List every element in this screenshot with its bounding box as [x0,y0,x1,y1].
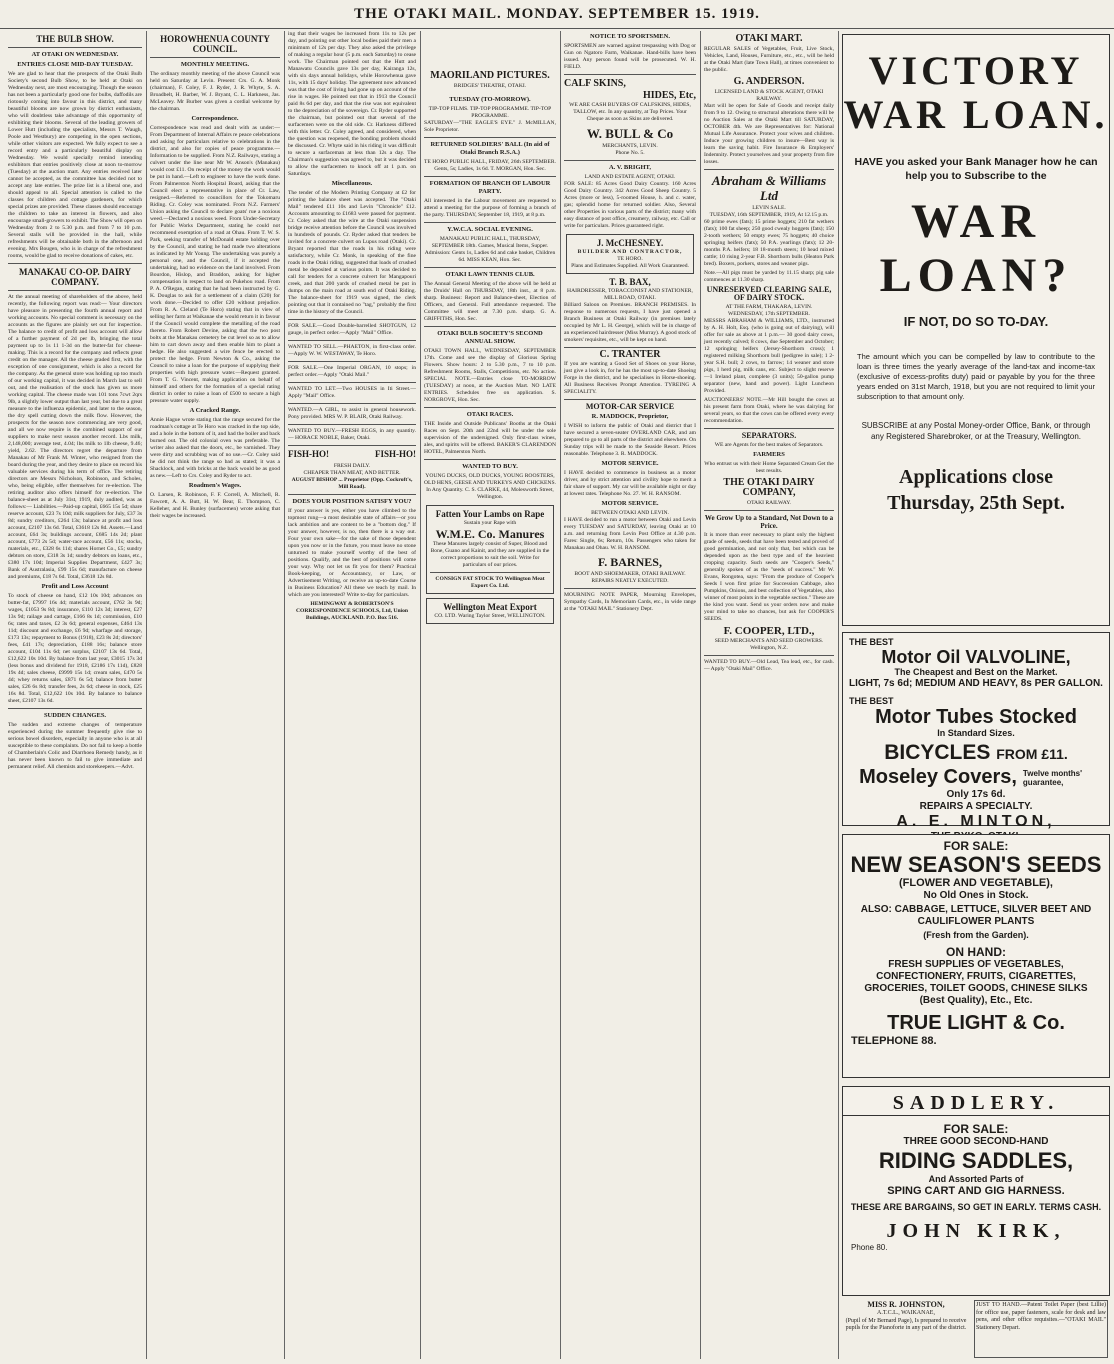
fish-proprietor: AUGUST BISHOP ... Proprietor (Opp. Cockroft's, Mill Road). [291,477,413,490]
aw-list: 60 prime ewes (fats); 15 prime hoggets; 210 fat wethers (fats); 100 fat sheep; 250 good cwealy hoggets (fats); 150 2-tooth wethers; 50 empty ewes; 75 hoggets; 40 choice springing heifers (fats); 50 P.A. yearlings (fats); 12 20-months P.A. heifers; 18 18-month steers; 10 head mixed cattle; 10 rising 2-year F.B. Shorthorn bulls (Heaton Park bred). Boxers, porkers, stores and weaner pigs. [704,219,834,267]
grow-heading: We Grow Up to a Standard, Not Down to a Price. [704,514,834,530]
mcchesney-heading: J. McCHESNEY. [596,238,664,248]
tubes-best: THE BEST [849,696,894,706]
lambs-body: These Manures largely consist of Super, Blood and Bone, Guano and Kainit, and they are supplied in the correct proportions to suit the soil. Write for particulars of our prices. [430,541,550,568]
riding-heading: RIDING SADDLES, [878,1148,1074,1173]
consign-line: CONSIGN FAT STOCK TO Wellington Meat Export Co. Ltd. [435,576,545,589]
farmers-body: Who entrust us with their Home Separated Cream Get the best results. [704,461,834,474]
bull-heading: W. BULL & Co [586,126,674,141]
pictures-saturday: SATURDAY—"THE EAGLE'S EYE." J. McMILLAN, Sole Proprietor. [424,120,556,133]
have-you-asked: HAVE you asked your Bank Manager how he can help you to Subscribe to the [854,156,1098,182]
position-heading: DOES YOUR POSITION SATISFY YOU? [292,498,412,505]
ywca-body: MANAKAU PUBLIC HALL, THURSDAY, SEPTEMBER 18th. Games, Musical Items, Supper. Admission: Gents 1s, Ladies 6d and cake basket, Children 6d. MISS KEAN, Hon. Sec. [424,236,556,263]
moseley-price: Only 17s 6d. [946,789,1006,800]
unreserved-date: WEDNESDAY, 17th SEPTEMBER. [727,311,811,317]
valvoline-sub: The Cheapest and Best on the Market. [894,667,1058,677]
column-rule [838,31,839,1359]
bright-body: FOR SALE: 85 Acres Good Dairy Country. 160 Acres Good Dairy Country. 342 Acres Good Sheep Country. 5 Acres (more or less), 5-roomed House, h. and c. water, gas; splendid home for returned soldier. Also, Several other Properties in various parts of the district; many with easy distance of post office, creamery, railway, etc. Call or write for particulars. Prices guaranteed right. [564,181,696,229]
wanted-to-buy-heading: WANTED TO BUY. [462,463,518,470]
subscribe-body: SUBSCRIBE at any Postal Money-order Office, Bank, or through any Registered Sharebroker, or at the Treasury, Wellington. [861,421,1091,441]
bax-heading: T. B. BAX, [609,277,651,287]
roadmen-wages-article: O. Larsen, R. Robinson, F. F. Correll, A. Mitchell, R. Fawcett, A. A. Butt, H. W. Bear, E. Thompson, C. Kelleher, and H. Bunley (surfacemen) wrote asking that their wages be increased. [150,492,280,519]
saddlery-ad [842,1086,1110,1296]
races-heading: OTAKI RACES. [466,411,514,418]
farmers-heading: FARMERS [753,451,785,458]
motor-service-body: I HAVE decided to commence in business as a motor driver, and by strict attention and civility hope to merit a fair share of support. My car will be available night or day at lowest rates. Telephone No. 27. W. H. RANSOM. [564,470,696,497]
unreserved-place: AT THE FARM, THAKARA, LEVIN. [725,304,813,310]
cooper-subheading: SEED MERCHANTS AND SEED GROWERS. Wellington, N.Z. [714,638,824,651]
seeds-heading: NEW SEASON'S SEEDS [850,852,1102,877]
valvoline-price: LIGHT, 7s 6d; MEDIUM AND HEAVY, 8s PER GALLON. [849,678,1103,689]
cracked-range-subheading: A Cracked Range. [189,407,241,414]
council-correspondence: Correspondence was read and dealt with as under:— From Department of Internal Affairs re peace celebrations and asking for particulars relative to celebrations in the district, and also for copies of peace programme.—Information to be supplied. From N.Z. Railways, stating a culvert under the line near Mr W. Anson's (Manakau) would cost £11. On receipt of the money the work would be put in hand.—Left to engineer to have the work done. From Palmerston North Hospital Board, asking that the Council elect a representative in place of Cr. Law, resigned.—Referred to councillors for the Tokomaru Riding. Cr. Coley was nominated. From N.Z. Farmers' Union asking the Council to declare goats' rue a noxious weed.—Declared a noxious weed. From Under-Secretary for Public Works Department, stating he could not recommend exemption of a road at Ohau. From T. W. S. Park, seeking transfer of McDonald estate holding over by the Council, and stating he had made two alterations as indicated by Mr Young. The undertaking was purely a personal one, and the Council, if it accepted the undertaking, had no evidence on the land involved. From Bourdon, Hislop, and Braddon, asking for higher compensation in respect to land on Pukehou road. From P. A. O'Regan, stating that he had been instructed by G. K. Douglas to ask for a settlement of a claim (£20) for work done.—Decided to offer £20 without prejudice. From R. A. Cleland (Te Horo) stating that in view of selling her farm at Waikanae she would return it in favour if the Council would complete the metalling of the road thereto. From Robert Devine, asking that the two post bolts at the Manakau cemetery be cut level so as to allow him to cart down away and then enable him to plant a hedge. He also suggested a wire fence be erected to protect the hedge. From Newton & Co., asking the Council to raise a loan for the purpose of supplying their properties with high pressure water.—Request granted. From T. G. Vincent, making application on behalf of himself and others for the formation of a special rating district in order to raise a loan of £500 to secure a high pressure water supply. [150,125,280,404]
applications-date: Thursday, 25th Sept. [887,492,1065,514]
classified-ad: WANTED TO BUY.—FRESH EGGS, in any quantity. — HORACE NOBLE, Baker, Otaki. [288,428,416,441]
column-6 [704,31,834,1359]
column-3 [288,31,416,1359]
moseley-guarantee: Twelve months' guarantee, [1022,768,1083,787]
profit-loss-heading: Profit and Loss Account [41,583,109,590]
lambs-brand: W.M.E. Co. Manures [435,527,545,541]
monthly-meeting-subheading: MONTHLY MEETING. [180,61,250,68]
motor-car-proprietor: R. MADDOCK, Proprietor, [591,413,669,420]
column-rule [560,31,561,1359]
war-loan-ad [842,34,1110,626]
profit-loss-article: To stock of cheese on hand, £12 10s 10d; advances on butter-fat, £7997 16s 4d; materials account, £762 3s 9d; wages, £1053 9s 8d; insurance, £110 12s 3d; interest, £27 13s 9d; railage and cartage, £166 8s 1d; commission, £10 6s; rates and taxes, £2 3s 6d; general expenses, £464 13s 11d; discount and exchange, £6 9d; wharfage and storage, £173 13s; repayment to Bonus (1918), £23 8s 2d; directors' fees, £41 17s; depreciation, £188 16s; balance store account, £104 11s 6d; net surplus, £2107 13s 6d. Total, £12,622 10s 10d. By balance from last year, £3015 17s 3d (less bonus and dividend for 1918, £2186 17s 11d), £828 19s 4d; sales cheese, £9999 15s 1d; cream sales, £470 5s 4d; whey returns sales, £871 6s 5d; balance from butter sales, £26 6s 8d; transfer fees, 2s 6d; cheese in stock, £25 16s 8d. Total, £12,622 10s 10d. By balance to balance sheet, £2107 13s 6d. [8,593,142,704]
seeds-for-sale: FOR SALE: [943,839,1009,853]
lambs-subheading: Sustain your Rape with [463,520,517,526]
bulb-society-body: OTAKI TOWN HALL, WEDNESDAY, SEPTEMBER 17th. Come and see the display of Glorious Spring Flowers. Show hours: 2 to 5.30 p.m., 7 to 10 p.m. Refreshment Rooms, Stalls, Competitions, etc. No action. SPECIAL NOTE.—Entries close TO-MORROW (TUESDAY) at noon, at the Auction Mart. NO LATE ENTRIES. Schedules free on application. S. NORGROVE, Hon. Sec. [424,348,556,403]
wellington-heading: Wellington Meat Export [443,602,537,612]
aw-note: Note.—All pigs must be yarded by 11.15 sharp; pig sale commences at 11.30 sharp. [704,270,834,283]
abraham-williams-heading: Abraham & Williams Ltd [711,173,827,203]
moseley-row [843,766,1109,789]
motor-service-2-heading: MOTOR SERVICE. [601,500,659,507]
unreserved-body: MESSRS ABRAHAM & WILLIAMS, LTD., instructed by A. H. Holt, Esq. (who is going out of dairying), will offer for sale as above at 1 p.m.— 30 good dairy cows, just recently calved; 8 cows, due September and October; 12 springing heifers (Jersey-Shorthorn cross); 1 registered milking Shorthorn bull (pedigree in sale); 1 2-year S.H. bull; 2 cows, to farrow; 14 weaner and store pigs, 1 herd pig, milk cans, etc. Subject to slight reserve—1 Ireland plant, complete (3 units); 50-gallon pump separator (new, hand and power). Light Luncheon Provided. [704,318,834,394]
just-to-hand-notice: JUST TO HAND.—Patent Toilet Paper (best Lillie) for office use, paper fasteners, scale for desk and law pens, and other office requisites.—"OTAKI MAIL" Stationery Depart. [974,1300,1108,1358]
sudden-changes-heading: SUDDEN CHANGES. [43,712,107,719]
tennis-heading: OTAKI LAWN TENNIS CLUB. [445,271,535,278]
wellington-meat-ad [426,598,554,624]
sportsmen-body: SPORTSMEN are warned against trespassing with Dog or Gun on Ngatoro Farm, Waikanae. Hand-bills have been issued. Any person found will be prosecuted. W. H. FIELD. [564,43,696,70]
ball-heading: RETURNED SOLDIERS' BALL (In aid of Otaki Branch R.S.A.) [430,141,550,156]
ball-body: TE HORO PUBLIC HALL, FRIDAY, 26th SEPTEMBER. Gents, 5s; Ladies, 1s 6d. T. MORGAN, Hon. Sec. [424,159,556,172]
valvoline-heading: Motor Oil VALVOLINE, [881,647,1071,667]
separators-heading: SEPARATORS. [741,431,797,440]
on-hand: ON HAND: [946,945,1006,959]
moseley-heading: Moseley Covers, [859,766,1017,788]
calf-skins-heading: CALF SKINS, [564,78,626,89]
column-2 [150,31,280,1359]
lambs-heading: Fatten Your Lambs on Rape [435,509,545,519]
unreserved-heading: UNRESERVED CLEARING SALE, OF DAIRY STOCK. [706,285,832,302]
mcchesney-subheading: BUILDER AND CONTRACTOR, [577,249,683,255]
mcchesney-place: TE HORO. [617,256,643,262]
hides-heading: HIDES, Etc, [642,90,696,101]
mourning-notice: MOURNING NOTE PAPER, Mourning Envelopes, Sympathy Cards, In Memoriam Cards, etc., in wide range at the "OTAKI MAIL" Stationery Dept. [564,592,696,612]
bulb-show-subheading-2: ENTRIES CLOSE MID-DAY TUESDAY. [17,61,133,68]
minton-ad [842,632,1110,830]
miscellaneous-subheading: Miscellaneous. [331,180,373,187]
otaki-dairy-heading: THE OTAKI DAIRY COMPANY, [723,477,815,498]
bulb-show-subheading: AT OTAKI ON WEDNESDAY. [31,51,119,58]
classified-ad: FOR SALE.—Good Double-barrelled SHOTGUN, 12 gauge, in perfect order.—Apply "Mail" Office. [288,323,416,336]
fish-cheaper: CHEAPER THAN MEAT, AND BETTER. [303,470,401,476]
tubes-sub: In Standard Sizes. [937,728,1015,738]
mcchesney-ad [566,234,694,274]
otaki-dairy-subheading: OTAKI RAILWAY. [747,500,791,506]
victory-heading: VICTORY [868,48,1084,93]
riding-bargains: THESE ARE BARGAINS, SO GET IN EARLY. TERMS CASH. [850,1202,1102,1212]
fish-ho-right: FISH-HO! [374,449,416,459]
otaki-mart-body: REGULAR SALES of Vegetables, Fruit, Live Stock, Vehicles, Land, Houses, Furniture, etc., etc., will be held at the Otaki Mart (late Town Hall), at times convenient to the public. [704,46,834,73]
bulb-society-heading: OTAKI BULB SOCIETY'S SECOND ANNUAL SHOW. [437,330,543,345]
bicycles-label: BICYCLES [884,741,991,764]
column-rule [284,31,285,1359]
correspondence-subheading: Correspondence. [191,115,239,122]
column-1 [8,31,142,1359]
position-ad-body: If your answer is yes, either you have climbed to the topmost rung—a most desirable state of affairs—or you lack ambition and are content to be a "bottom dog." If your answer, however, is no, then there is a way out. Four your own sake—for the sake of those dependent upon you now or in the future, you must leave no stone unturned to make yourself worthy of the best of positions. Qualify, and the best of positions will come your way. Why not let us fit you for them? Practical Book-keeping, or Accountancy, or Law, or Advertisement Writing, or receive an up-to-date Course in Business Education? All these we teach by mail. In which are you interested? Write to-day for particulars. [288,508,416,598]
cracked-range-article: Annie Hague wrote stating that the range secured for the roadman's cottage at Te Horo was cracked in the top side, and a hole in the bottom of it, and had the boiler and back burned out. The old colonial oven was preferable. The writer also asked that the doors, etc., be varnished. They were dirty and scrubbing was of no use.—Cr. Coley said he did not think the range so bad as stated; it was a Shacklock, and with bricks at the back would be as good as new.—Left to Crs. Coley and Ryder to act. [150,417,280,479]
column-rule [146,31,147,1359]
bright-subheading: LAND AND ESTATE AGENT, OTAKI. [584,174,676,180]
classified-ad: WANTED TO LET.—Two HOUSES in Iti Street.—Apply "Mail" Office. [288,386,416,399]
johnston-heading: MISS R. JOHNSTON, [867,1300,945,1309]
barnes-heading: F. BARNES, [598,555,662,569]
aw-subheading: LEVIN SALE. [752,205,786,211]
bicycles-heading [843,741,1109,766]
hemingway-school: HEMINGWAY & ROBERTSON'S CORRESPONDENCE SCHOOLS, Ltd, Union Buildings, AUCKLAND. P.O. Box 516. [295,601,409,621]
war-loan-heading: WAR LOAN. [843,92,1109,137]
calf-skins-body: WE ARE CASH BUYERS OF CALFSKINS, HIDES, TALLOW, etc. In any quantity, at Top Prices. Your Cheque as soon as Skins are delivered. [569,102,691,122]
pictures-hall: BRIDGES' THEATRE, OTAKI. [453,83,527,89]
bicycles-price: FROM £11. [996,746,1068,762]
johnston-notice [842,1300,970,1358]
anderson-subheading: LICENSED LAND & STOCK AGENT, OTAKI RAILWAY. [714,89,824,102]
seeds-old: No Old Ones in Stock. [923,890,1029,901]
wanted-to-buy-body: YOUNG DUCKS, OLD DUCKS, YOUNG ROOSTERS, OLD HENS, GEESE AND TURKEYS AND CHICKENS. In Any Quantity. C. S. CLARKE, 44, Molesworth Street, Wellington. [424,473,556,500]
bax-body: Billiard Saloon on Premises. BRANCH PREMISES. In response to numerous requests, I have just opened a Branch Business at Otaki Railway (in premises lately occupied by Mr L. H. George), which will be in charge of an experienced hairdresser (Miss Murray). A good stock of smokers' requisites, etc., will be kept on hand. [564,302,696,343]
on-hand-body: FRESH SUPPLIES OF VEGETABLES, CONFECTIONERY, FRUITS, CIGARETTES, GROCERIES, TOILET GOODS, CHINESE SILKS [864,959,1088,994]
ywca-heading: Y.W.C.A. SOCIAL EVENING. [447,226,533,233]
bax-place: MILL ROAD, OTAKI. [604,295,656,301]
tubes-heading: Motor Tubes Stocked [875,706,1077,728]
motor-service-heading: MOTOR SERVICE. [601,460,659,467]
roadmen-wages-subheading: Roadmen's Wages. [188,482,242,489]
minton-name: A. E. MINTON, [896,813,1056,830]
true-light-telephone: TELEPHONE 88. [851,1035,937,1047]
tennis-body: The Annual General Meeting of the above will be held at the Druids' Hall on THURSDAY, 18th inst., at 8 p.m. sharp. Business: Report and Balance-sheet, Election of Officers, and General. Full attendance requested. The Committee will meet at 7.30 p.m. sharp. G. A. GRIFFITHS, Hon. Sec. [424,281,556,322]
lambs-ad [426,505,554,594]
wellington-subheading: CO. LTD. Waring Taylor Street, WELLINGTON. [434,613,546,619]
column-5 [564,31,696,1359]
classified-ad: FOR SALE.—One Imperial ORGAN, 10 stops; in perfect order.—Apply "Otaki Mail." [288,365,416,378]
if-not-do-so: IF NOT, DO SO TO-DAY. [903,314,1049,329]
johnston-sub: A.T.C.L., WAIKANAE, [877,1310,935,1316]
riding-for-sale: FOR SALE: [943,1122,1009,1136]
races-body: THE Inside and Outside Publicans' Booths at the Otaki Races on Sept. 20th and 22nd will be under the sole supervision of the undersigned. Only first-class wines, ales, and spirits will be offered. BAKER'S CLARENDON HOTEL, Palmerston North. [424,421,556,455]
sudden-changes-article: The sudden and extreme changes of temperature experienced during the summer frequently give rise to serious bowel disorders, especially in anyone who is at all susceptible to these complaints. Do not fail to keep a bottle of Chamberlain's Colic and Diarrhoea Remedy handy, as it has never been known to fail to give immediate and permanent relief. All chemists and storekeepers.—Advt. [8,722,142,770]
on-hand-quality: (Best Quality), Etc., Etc. [919,995,1033,1006]
applications-close: Applications close [899,466,1053,488]
otaki-mart-heading: OTAKI MART. [735,33,803,44]
kirk-name: JOHN KIRK, [886,1220,1066,1242]
riding-harness: SPING CART AND GIG HARNESS. [887,1185,1065,1197]
auctioneers-note: AUCTIONEERS' NOTE.—Mr Hill bought the cows at his present farm from Otaki, where he was dairying for several years, so that the cows can be offered every every recommendation. [704,397,834,424]
cooper-heading: F. COOPER, LTD., [723,625,815,637]
bright-heading: A. V. BRIGHT, [608,164,652,171]
tranter-body: If you are wanting a Good Set of Shoes on your Horse, just give a look in, for he has the most up-to-date Shoeing Forge in the district, and he specialises in Horse-shoeing. All Business Receives Prompt Attention. TYREING A SPECIALITY. [564,361,696,395]
true-light-ad [842,834,1110,1078]
barnes-subheading: BOOT AND SHOEMAKER, OTAKI RAILWAY. REPAIRS NEATLY EXECUTED. [574,571,686,584]
dairy-company-heading: MANAKAU CO-OP. DAIRY COMPANY. [18,267,132,287]
riding-parts: And Assorted Parts of [928,1174,1024,1184]
johnston-body: (Pupil of Mr Bernard Page), Is prepared to receive pupils for the Pianoforte in any part of the district. [845,1317,967,1331]
war-loan-question: WAR LOAN? [879,195,1073,302]
motor-service-2-sub: BETWEEN OTAKI AND LEVIN. [591,510,669,516]
kirk-phone: Phone 80. [851,1243,888,1252]
labour-heading: FORMATION OF BRANCH OF LABOUR PARTY. [429,180,551,195]
pictures-heading: MAORILAND PICTURES. [430,70,550,81]
mcchesney-body: Plans and Estimates Supplied. All Work Guaranteed. [571,263,689,269]
masthead: THE OTAKI MAIL. MONDAY. SEPTEMBER 15. 1919. [0,0,1114,29]
column-rule [420,31,421,1359]
bax-subheading: HAIRDRESSER, TOBACCONIST AND STATIONER, [567,288,693,294]
dairy-company-article: At the annual meeting of shareholders of the above, held recently, the following report was read:— Your directors have pleasure in presenting the fourth annual report and working accounts. No special comment is necessary on the accounts as the figures are plainly set out for inspection. The balance to credit of profit and loss account will allow of a further payment of 2d per lb, bringing the total payment up to 1s 11 1-3d on the butter-fat for cheese-making. This is a record for the company and reflects great credit on the manager. All the cheese graded first, with the exception of one consignment, which is also a record for the company. As the general store was holding up too much of our working capital, it was decided in March last to sell out, and the realisation of the stock has given us more working capital. The cheese made was 101 tons 7cwt 2qrs 9lb, a slightly lower output than last year, but due to a great measure to the influenza epidemic, and later to the season, the dry spell cutting down the milk flow. However, the prospects for the season now commencing are very good, and all we now require is the combined support of our suppliers to make next season another record. Lbs milk, 2,148,000; average test, 4.04; lbs milk to 1lb cheese, 9.46; yield, 2.62. The directors regret the departure from Manakau of Mr Frank M. Winter, who resigned from the board during the year, and they desire to place on record his valuable services during his term of office. The retiring directors are Messrs Nicholson, Robinson, and Scholes, who, being eligible, offer themselves for re-election. The retiring auditor also offers himself for re-election. The balance-sheet as at July 31st, 1919, duly audited, was as follows:— Liabilities.—Paid-up capital, £665 15s 5d; share reserve account, £23 7s 10d; milk suppliers for July, £37 3s 8d; sundry creditors, £264 13s; balance at profit and loss account, £2107 13s 6d. Total, £3618 12s 8d. Assets.—Land account, £64 3s; buildings account, £685 14s 2d; plant account, £773 2s 5d; water-race account, £56 11s; stocks, materials, etc., £328 6s 11d; shares Hornet Co., £5; sundry debtors on store, £318 3s 1d; sundry debtors on loans, etc., £380 17s 10d; Imperial Supplies Department, £427 3s; Bank of Australasia, £99 15s 6d; manufacture on cheese and premiums, £18 7s 6d. Total, £3618 12s 8d. [8,294,142,580]
column-4 [424,31,556,1359]
motor-car-body: I WISH to inform the public of Otaki and district that I have secured a seven-seater OVERLAND CAR, and am prepared to go to all parts of the district and elsewhere. On Sunday trips will be made to the Seaside Resort. Prices reasonable. Telephone 3. R. MADDOCK. [564,423,696,457]
wanted-lead-ad: WANTED TO BUY.—Old Lead, Tea lead, etc., for cash. — Apply "Otaki Mail" Office. [704,659,834,672]
loan-body: The amount which you can be compelled by law to contribute to the loan is three times the yearly average of the land-tax and income-tax (exclusive of excess-profits duty) paid or payable by you for the three years ended on 31st March, 1918, but you are not required to limit your subscription to that amount only. [857,352,1095,401]
repairs: REPAIRS A SPECIALTY. [919,801,1033,812]
pictures-day: TUESDAY (TO-MORROW). [449,96,531,103]
pictures-programme: TIP-TOP FILMS. TIP-TOP PROGRAMME. TIP-TOP PROGRAMME. [428,106,552,119]
oil-best: THE BEST [849,637,894,647]
fish-ad-heading [288,449,416,460]
aw-date: TUESDAY, 16th SEPTEMBER, 1919, At 12.15 p.m. [709,212,829,218]
council-article-continued: ing that their wages be increased from 11s to 12s per day, and pointing out other local bodies paid their men a minimum of 12s per day. They also asked the privilege of making a regular hour (5 p.m. each Saturday) to cease work. The Chairman pointed out that the Hutt and Manawatu Councils gave 13s per day, Kairanga 12s, with six days annual holidays, while Horowhenua gave 11s, with 15 days' holiday. The agreement now advanced was that the cost of living had gone up on account of the rise in wages. He pointed out that in 1913 the Council paid 8s 6d per day, and that the rise was not equivalent to the depreciation of the sovereign. Cr. Ryder supported the chairman, but pointed out that several of the surfacemen were on the old side. Cr. Harkness differed with this letter. Cr. Coley agreed, and considered, when the question was reopened, the bonding problem should be discussed. Cr. Whyte said in his riding it was difficult to secure a surfaceman at less than 12s a day. The Chairman's suggestion was agreed to, but it was decided to allow the surfacemen to knock off at 1 p.m. on Saturdays. [288,31,416,177]
column-rule [700,31,701,1359]
council-article-intro: The ordinary monthly meeting of the above Council was held on Saturday at Levin. Present: Crs. G. A. Monk (chairman), F. Coley, F. J. Ryder, J. R. Whyte, S. A. Broadbelt, H. Barber, W. J. Bryant, C. L. Harkness, Jas. McLeavey. Mr Burber was given a cordial welcome by the chairman. [150,71,280,112]
tranter-heading: C. TRANTER [599,349,661,360]
county-council-heading: HOROWHENUA COUNTY COUNCIL. [160,34,270,54]
true-light-name: TRUE LIGHT & Co. [887,1012,1065,1034]
anderson-heading: G. ANDERSON. [733,76,805,87]
fish-ho-left: FISH-HO! [288,449,330,459]
classified-ad: WANTED.—A GIRL, to assist in general housework. Pony provided. MRS W. P. BLAIR, Otaki Railway. [288,407,416,420]
separators-body: WE are Agents for the best makes of Separators. [714,442,824,448]
bull-phone: Phone No. 5. [615,150,645,156]
anderson-body: Mart will be open for Sale of Goods and receipt daily from 9 to 12. Owing to structural alterations there will be no Auction Sales at the Otaki Mart till SATURDAY, OCTOBER 4th. We are Representatives for: National Mutual Life Assurance. Protect your wives and children. Induce your growing children to insure—Best way is learn the saving habit. Fire Insurance & Employers' Indemnity. Protect yourselves and your property from fire losses. [704,103,834,165]
motor-service-2-body: I HAVE decided to run a motor between Otaki and Levin every TUESDAY and SATURDAY, leaving Otaki at 10 a.m. and returning from Levin Post Office at 4.30 p.m. Fares: Single, 6s; Return, 10s. Passengers who taken for Manakau and Ohau. W. H. RANSOM. [564,517,696,551]
saddlery-heading: SADDLERY. [843,1091,1109,1116]
grow-body: It is more than ever necessary to plant only the highest grade of seeds, seeds that have been tested and proved of good germination, and not only that, but which can be depended upon as the best type and of the heaviest cropping capacity. Such seeds are "Cooper's Seeds," generally spoken of as the "seeds of success." Mr W. Evans, Rongotea, says: "From the produce of Cooper's Seeds I won first prize for Succession Cabbage, also Pumpkins, Onions, and best collection of Vegetables, also winner of most points in the vegetable section." These are the kind you want. Send us your orders now and make your mind to take no chances, but ask for COOPER'S SEEDS. [704,532,834,622]
bulb-show-article: We are glad to hear that the prospects of the Otaki Bulb Society's second Bulb Show, to be held at Otaki on Wednesday next, are most encouraging. Though the season has not been a particularly good one for bulbs, daffodils are riotously coming into favour in this district, and many beautiful blooms are now grown by district enthusiasts, who will doubtless take advantage of this opportunity of exhibiting their blooms. Several of the leading growers of Lower Hutt (including the specialists, Messrs T. Waugh, Poole and Westbury) are competing in the open sections, while other visitors are expected. We fully expect to see a record entry and a particularly beautiful display on Wednesday. We would specially remind intending exhibitors that entries positively close at noon to-morrow (Tuesday) at the auction mart. Any entries received later cannot be accepted, as the committee has decided not to accept any late entries. The prize list is a liberal one, and should appeal to all. Special attention is called to the classes for children and cottage gardeners, for which special prizes are provided. These classes should encourage the children to take an interest in flowers, and also encourage small-growers to exhibit. The Show will open on Wednesday from 2 to 5.30 p.m. and from 7 to 10 p.m. Several stalls will be provided in the hall, while refreshments will be obtainable both in the afternoon and evening. Mrs Bougen, who is in charge of the refreshment rooms, would be glad to receive donations of cakes, etc. [8,71,142,259]
fish-fresh-daily: FRESH DAILY. [333,463,371,469]
seeds-fresh: (Fresh from the Garden). [923,930,1029,940]
riding-sub: THREE GOOD SECOND-HAND [903,1136,1049,1147]
classified-ad: WANTED TO SELL.—PHAETON, in first-class order.—Apply W. W. WESTAWAY, Te Horo. [288,344,416,357]
sportsmen-heading: NOTICE TO SPORTSMEN. [590,33,670,40]
seeds-also: ALSO: CABBAGE, LETTUCE, SILVER BEET AND CAULIFLOWER PLANTS [860,904,1092,927]
motor-car-heading: MOTOR-CAR SERVICE [585,402,675,411]
miscellaneous-article: The tender of the Modern Printing Company at £2 for printing the balance sheet was accepted. The "Otaki Mail" tendered £11 10s and Levin "Chronicle" £12. Accounts amounting to £1683 were passed for payment. Cr. Coley asked that the wire at the Otaki suspension bridge receive attention before the Council was involved in hundreds of pounds. Cr. Ryder asked that tenders be invited for a concrete culvert on Lupus road (Otaki). Cr. Bryant reported that the roads in his riding were satisfactory, while Cr. Monk, in speaking of the fine roads in the Otaki riding, suggested that loads of crushed metal be deposited at various points. It was decided to call for tenders for a concrete culvert for Mangapouri creek, and that 200 yards of crushed metal be put in dumps on the main road at south end of Otaki Riding. The balance-sheet for 1919 was signed, the clerk pointing out that it contained no "tag," probably the first time in the history of the Council. [288,190,416,315]
bulb-show-heading: THE BULB SHOW. [36,34,114,44]
bull-subheading: MERCHANTS, LEVIN. [602,143,658,149]
labour-body: All interested in the Labour movement are requested to attend a meeting for the purpose of forming a branch of the party. THURSDAY, September 18, 1919, at 8 p.m. [424,198,556,218]
seeds-sub: (FLOWER AND VEGETABLE), [899,877,1053,889]
